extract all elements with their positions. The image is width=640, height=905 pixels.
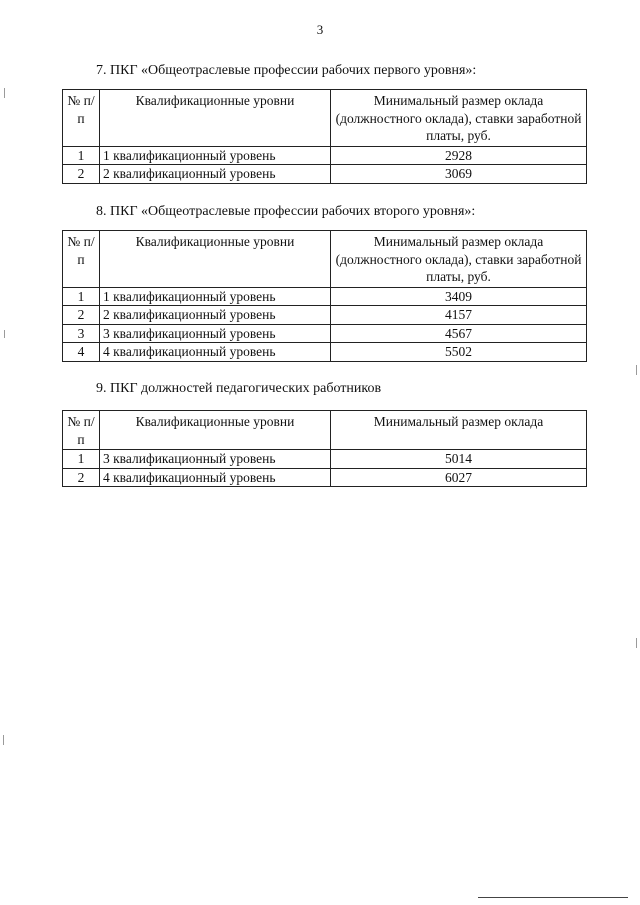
header-number: № п/п <box>63 90 100 147</box>
row-qualification-level: 3 квалификационный уровень <box>100 324 331 343</box>
row-qualification-level: 1 квалификационный уровень <box>100 287 331 306</box>
row-qualification-level: 4 квалификационный уровень <box>100 468 331 487</box>
row-qualification-level: 2 квалификационный уровень <box>100 165 331 184</box>
salary-table-section-7 <box>62 89 587 184</box>
section-8-title: 8. ПКГ «Общеотраслевые профессии рабочих второго уровня»: <box>96 204 476 219</box>
table-row <box>63 468 587 487</box>
row-salary: 4157 <box>331 306 587 325</box>
row-salary: 5014 <box>331 450 587 469</box>
header-number: № п/п <box>63 231 100 288</box>
table-header-row <box>63 411 587 450</box>
row-qualification-level: 1 квалификационный уровень <box>100 146 331 165</box>
bottom-edge-line <box>478 897 628 898</box>
row-number: 4 <box>63 343 100 362</box>
salary-table-section-9 <box>62 410 587 487</box>
row-qualification-level: 3 квалификационный уровень <box>100 450 331 469</box>
table-row <box>63 450 587 469</box>
header-number: № п/п <box>63 411 100 450</box>
salary-table-section-8 <box>62 230 587 362</box>
header-qualification-level: Квалификационные уровни <box>100 411 331 450</box>
row-number: 1 <box>63 450 100 469</box>
row-salary: 6027 <box>331 468 587 487</box>
table-row <box>63 324 587 343</box>
row-salary: 3069 <box>331 165 587 184</box>
scan-edge-mark <box>4 88 5 98</box>
header-qualification-level: Квалификационные уровни <box>100 231 331 288</box>
row-number: 2 <box>63 468 100 487</box>
scan-edge-mark <box>3 735 4 745</box>
table-row <box>63 287 587 306</box>
scan-edge-mark <box>636 638 637 648</box>
table-header-row <box>63 90 587 147</box>
row-qualification-level: 2 квалификационный уровень <box>100 306 331 325</box>
page-number: 3 <box>316 22 324 37</box>
table-row <box>63 165 587 184</box>
header-qualification-level: Квалификационные уровни <box>100 90 331 147</box>
row-number: 1 <box>63 146 100 165</box>
row-number: 2 <box>63 165 100 184</box>
section-7-title: 7. ПКГ «Общеотраслевые профессии рабочих первого уровня»: <box>96 63 477 78</box>
row-number: 2 <box>63 306 100 325</box>
row-salary: 3409 <box>331 287 587 306</box>
scan-edge-mark <box>636 365 637 375</box>
header-minimum-salary: Минимальный размер оклада <box>331 411 587 450</box>
table-row <box>63 306 587 325</box>
table-header-row <box>63 231 587 288</box>
row-salary: 4567 <box>331 324 587 343</box>
row-number: 3 <box>63 324 100 343</box>
table-row <box>63 343 587 362</box>
header-minimum-salary: Минимальный размер оклада (должностного оклада), ставки заработной платы, руб. <box>331 231 587 288</box>
header-minimum-salary: Минимальный размер оклада (должностного оклада), ставки заработной платы, руб. <box>331 90 587 147</box>
row-qualification-level: 4 квалификационный уровень <box>100 343 331 362</box>
section-9-title: 9. ПКГ должностей педагогических работников <box>96 381 382 396</box>
row-number: 1 <box>63 287 100 306</box>
row-salary: 5502 <box>331 343 587 362</box>
table-row <box>63 146 587 165</box>
row-salary: 2928 <box>331 146 587 165</box>
scan-edge-mark <box>4 330 5 338</box>
